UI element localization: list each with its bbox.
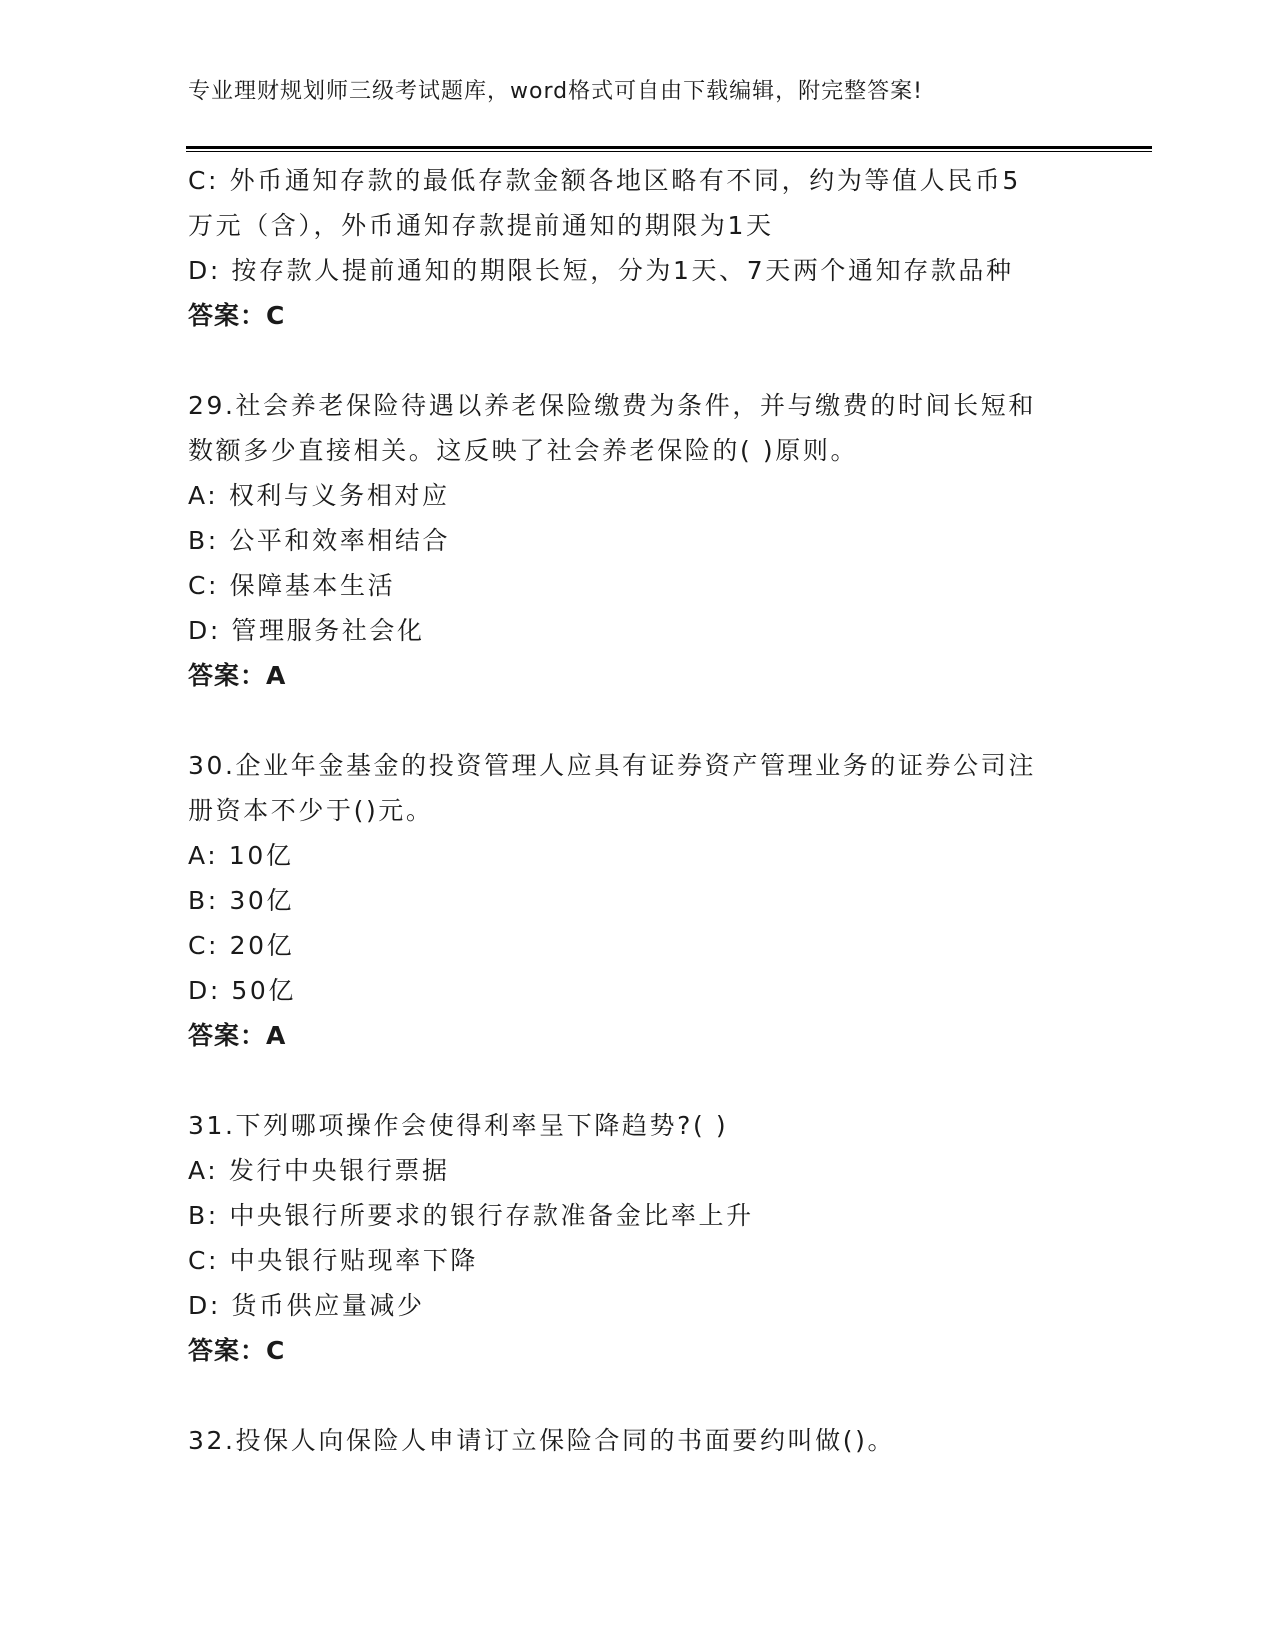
q28-option-d: D: 按存款人提前通知的期限长短，分为1天、7天两个通知存款品种	[188, 256, 1014, 285]
q31-option-b: B: 中央银行所要求的银行存款准备金比率上升	[188, 1201, 754, 1230]
page-header: 专业理财规划师三级考试题库，word格式可自由下载编辑，附完整答案!	[188, 79, 923, 104]
spacer	[188, 1373, 1088, 1418]
q29-answer: 答案：A	[188, 661, 287, 690]
q29-stem-line2: 数额多少直接相关。这反映了社会养老保险的( )原则。	[188, 436, 859, 465]
q29-option-b: B: 公平和效率相结合	[188, 526, 451, 555]
q31-option-a: A: 发行中央银行票据	[188, 1156, 450, 1185]
q31-stem: 31.下列哪项操作会使得利率呈下降趋势?( )	[188, 1111, 729, 1140]
q30-stem-line2: 册资本不少于()元。	[188, 796, 434, 825]
q31-answer: 答案：C	[188, 1336, 286, 1365]
q31-option-c: C: 中央银行贴现率下降	[188, 1246, 479, 1275]
question-29	[188, 383, 1088, 698]
question-32	[188, 1418, 1088, 1463]
question-31	[188, 1103, 1088, 1373]
q29-option-a: A: 权利与义务相对应	[188, 481, 450, 510]
q29-option-c: C: 保障基本生活	[188, 571, 396, 600]
q30-option-c: C: 20亿	[188, 931, 295, 960]
q30-option-a: A: 10亿	[188, 841, 294, 870]
question-content	[188, 158, 1088, 1463]
q28-option-c-line2: 万元（含），外币通知存款提前通知的期限为1天	[188, 211, 774, 240]
question-30	[188, 743, 1088, 1058]
spacer	[188, 338, 1088, 383]
q30-stem-line1: 30.企业年金基金的投资管理人应具有证券资产管理业务的证券公司注	[188, 751, 1036, 780]
q28-answer: 答案：C	[188, 301, 286, 330]
q32-stem: 32.投保人向保险人申请订立保险合同的书面要约叫做()。	[188, 1426, 896, 1455]
header-rule-thick	[186, 146, 1152, 149]
q30-option-d: D: 50亿	[188, 976, 297, 1005]
spacer	[188, 1058, 1088, 1103]
spacer	[188, 698, 1088, 743]
q31-option-d: D: 货币供应量减少	[188, 1291, 425, 1320]
q29-stem-line1: 29.社会养老保险待遇以养老保险缴费为条件，并与缴费的时间长短和	[188, 391, 1036, 420]
question-28-tail	[188, 158, 1088, 338]
q28-option-c-line1: C: 外币通知存款的最低存款金额各地区略有不同，约为等值人民币5	[188, 166, 1021, 195]
q30-option-b: B: 30亿	[188, 886, 294, 915]
q29-option-d: D: 管理服务社会化	[188, 616, 425, 645]
q30-answer: 答案：A	[188, 1021, 287, 1050]
header-rule-thin	[186, 151, 1152, 152]
